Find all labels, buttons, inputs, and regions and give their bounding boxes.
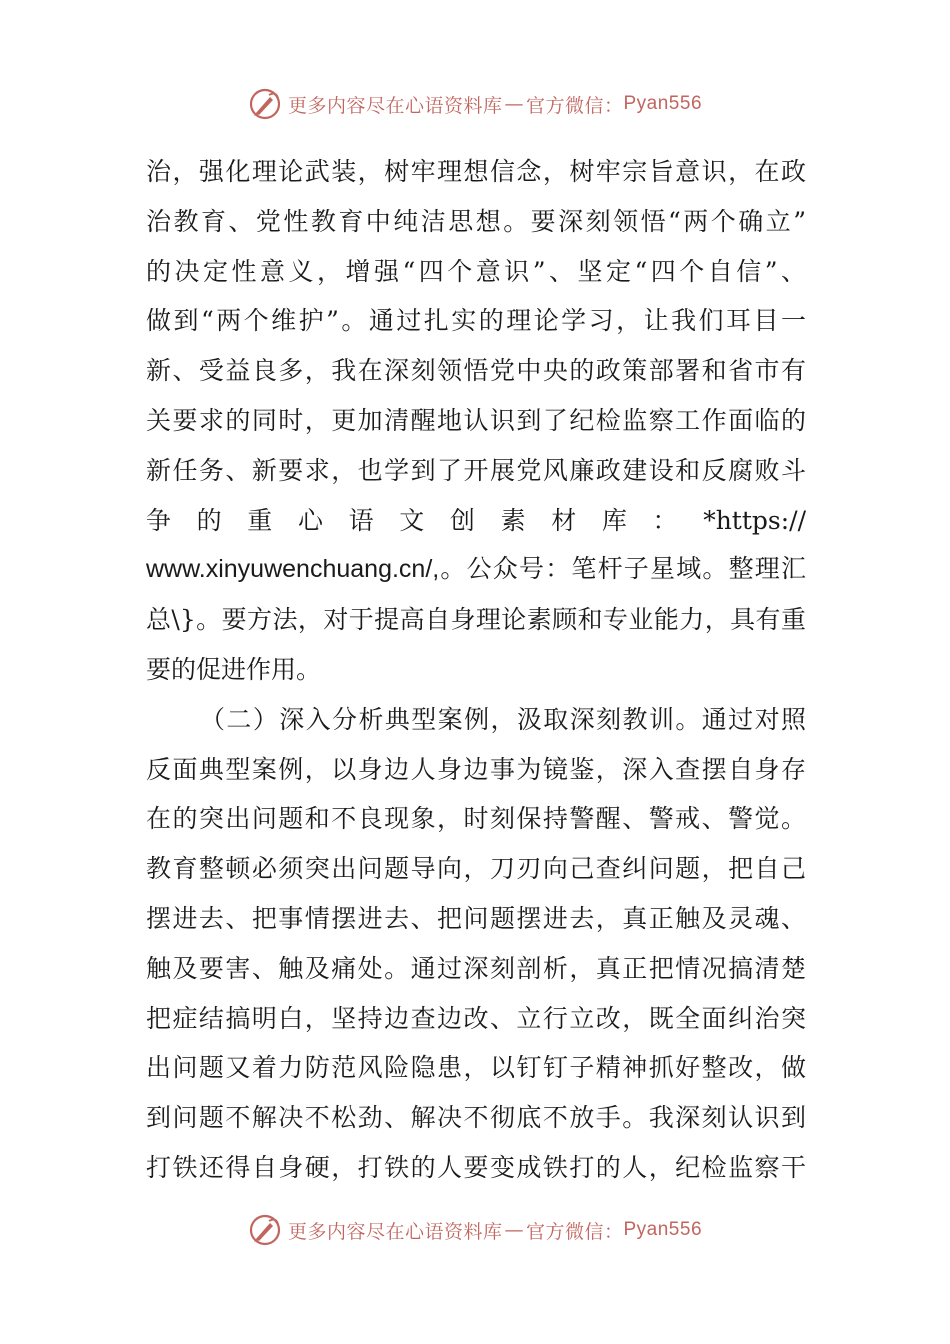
header-watermark (0, 84, 950, 124)
text-line: 要的促进作用。 (146, 654, 322, 684)
pen-circle-logo-icon (248, 87, 282, 121)
text-line: 到问题不解决不松劲、解决不彻底不放手。我深刻认识到 (146, 1103, 806, 1133)
section-heading-line: （二）深入分析典型案例，汲取深刻教训。通过对照 (200, 704, 806, 734)
watermark-site-text: 更多内容尽在心语资料库 (287, 1220, 503, 1243)
watermark-contact-text: 官方微信： (525, 1220, 624, 1243)
text-line: 在的突出问题和不良现象，时刻保持警醒、警戒、警觉。 (146, 804, 806, 834)
pen-circle-logo-icon (248, 1213, 282, 1247)
document-body (146, 147, 806, 1193)
text-line: 摆进去、把事情摆进去、把问题摆进去，真正触及灵魂、 (146, 903, 806, 933)
text-line: 把症结搞明白，坚持边查边改、立行立改，既全面纠治突 (146, 1003, 806, 1033)
watermark-wechat-id: Pyan556 (623, 93, 703, 114)
text-line: 打铁还得自身硬，打铁的人要变成铁打的人，纪检监察干 (146, 1152, 806, 1182)
watermark-contact-text: 官方微信： (525, 94, 624, 117)
watermark-wechat-id: Pyan556 (623, 1219, 703, 1240)
watermark-site-text: 更多内容尽在心语资料库 (287, 94, 503, 117)
text-line: 新、受益良多，我在深刻领悟党中央的政策部署和省市有 (146, 356, 806, 386)
text-line: 新任务、新要求，也学到了开展党风廉政建设和反腐败斗 (146, 455, 806, 485)
watermark-separator: — (504, 93, 524, 115)
text-line: 教育整顿必须突出问题导向，刀刃向己查纠问题，把自己 (146, 854, 806, 884)
text-line: 做到“两个维护”。通过扎实的理论学习，让我们耳目一 (146, 306, 806, 336)
text-line: 出问题又着力防范风险隐患，以钉钉子精神抓好整改，做 (146, 1053, 806, 1083)
text-line: 反面典型案例，以身边人身边事为镜鉴，深入查摆自身存 (146, 754, 806, 784)
text-line: 治，强化理论武装，树牢理想信念，树牢宗旨意识，在政 (146, 157, 806, 186)
footer-watermark (0, 1210, 950, 1250)
text-line-url: www.xinyuwenchuang.cn/,。公众号：笔杆子星域。整理汇 (146, 555, 806, 584)
text-line: 的决定性意义，增强“四个意识”、坚定“四个自信”、 (146, 256, 806, 286)
text-line: 争的重心语文创素材库：*https:// (146, 505, 806, 535)
text-line: 治教育、党性教育中纯洁思想。要深刻领悟“两个确立” (146, 206, 806, 236)
text-line: 触及要害、触及痛处。通过深刻剖析，真正把情况搞清楚 (146, 953, 806, 983)
text-line: 总\}。要方法，对于提高自身理论素顾和专业能力，具有重 (146, 605, 806, 635)
watermark-separator: — (504, 1219, 524, 1241)
text-line: 关要求的同时，更加清醒地认识到了纪检监察工作面临的 (146, 405, 806, 435)
